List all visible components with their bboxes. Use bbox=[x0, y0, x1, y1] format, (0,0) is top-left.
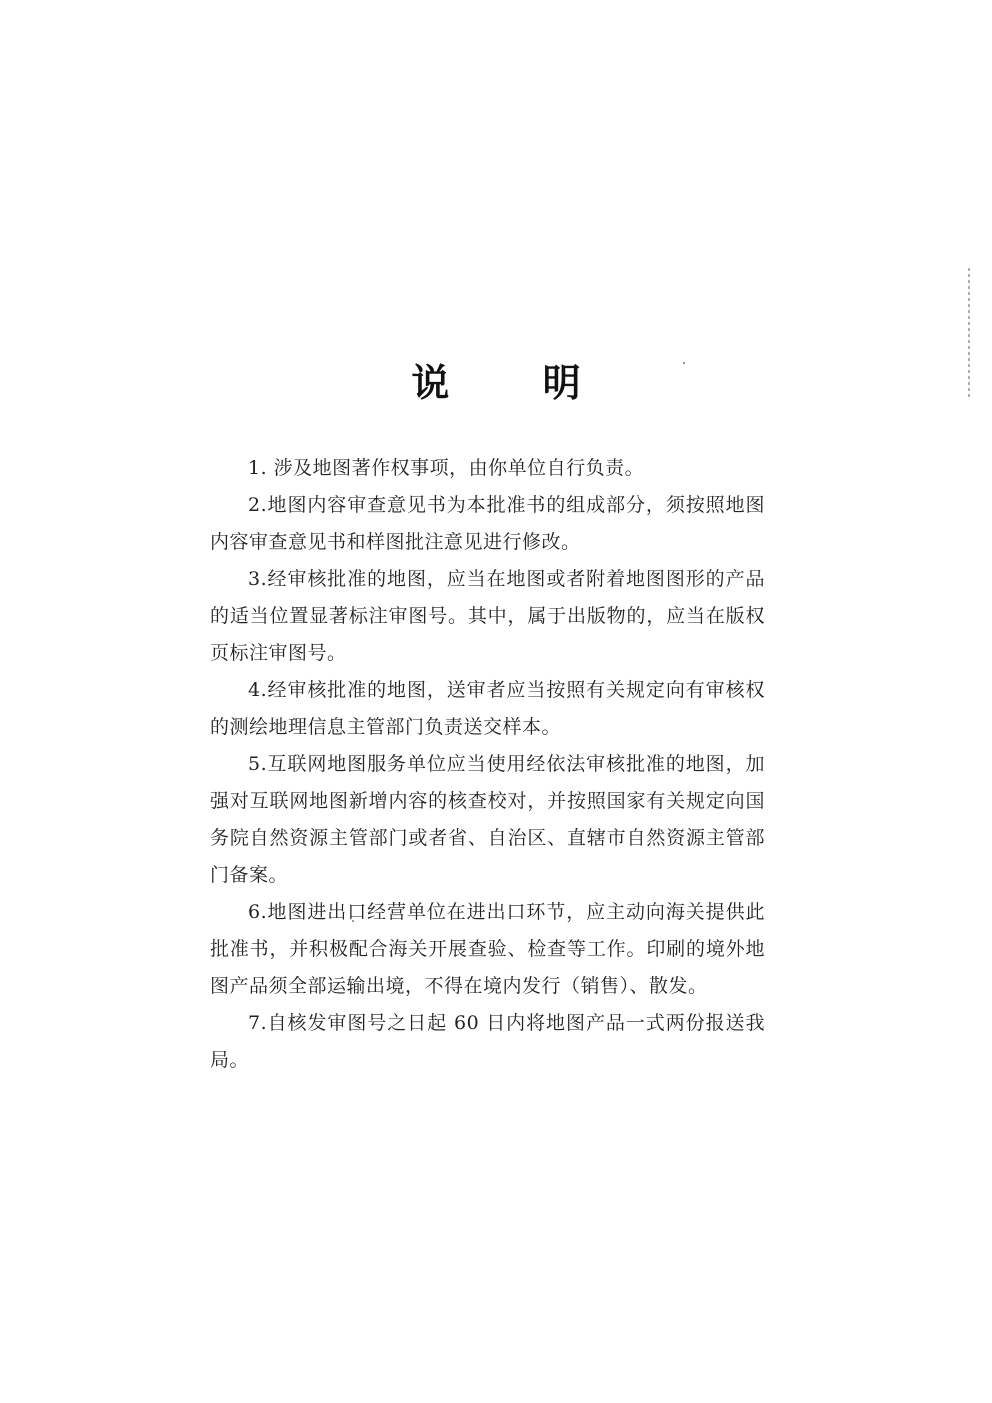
note-paragraph-5: 5.互联网地图服务单位应当使用经依法审核批准的地图，加强对互联网地图新增内容的核查校对，并按照国家有关规定向国务院自然资源主管部门或者省、自治区、直辖市自然资源主管部门备案。 bbox=[210, 753, 765, 886]
notes-body bbox=[210, 450, 765, 1079]
page-title: 说 明 bbox=[411, 361, 621, 405]
note-paragraph-4: 4.经审核批准的地图，送审者应当按照有关规定向有审核权的测绘地理信息主管部门负责送交样本。 bbox=[210, 679, 765, 738]
note-paragraph-3: 3.经审核批准的地图，应当在地图或者附着地图图形的产品的适当位置显著标注审图号。其中，属于出版物的，应当在版权页标注审图号。 bbox=[210, 568, 765, 664]
note-paragraph-6: 6.地图进出口经营单位在进出口环节，应主动向海关提供此批准书，并积极配合海关开展查验、检查等工作。印刷的境外地图产品须全部运输出境，不得在境内发行（销售）、散发。 bbox=[210, 901, 765, 997]
note-paragraph-1: 1. 涉及地图著作权事项，由你单位自行负责。 bbox=[248, 457, 645, 479]
note-paragraph-7: 7.自核发审图号之日起 60 日内将地图产品一式两份报送我局。 bbox=[210, 1012, 765, 1071]
note-paragraph-2: 2.地图内容审查意见书为本批准书的组成部分，须按照地图内容审查意见书和样图批注意见进行修改。 bbox=[210, 494, 765, 553]
